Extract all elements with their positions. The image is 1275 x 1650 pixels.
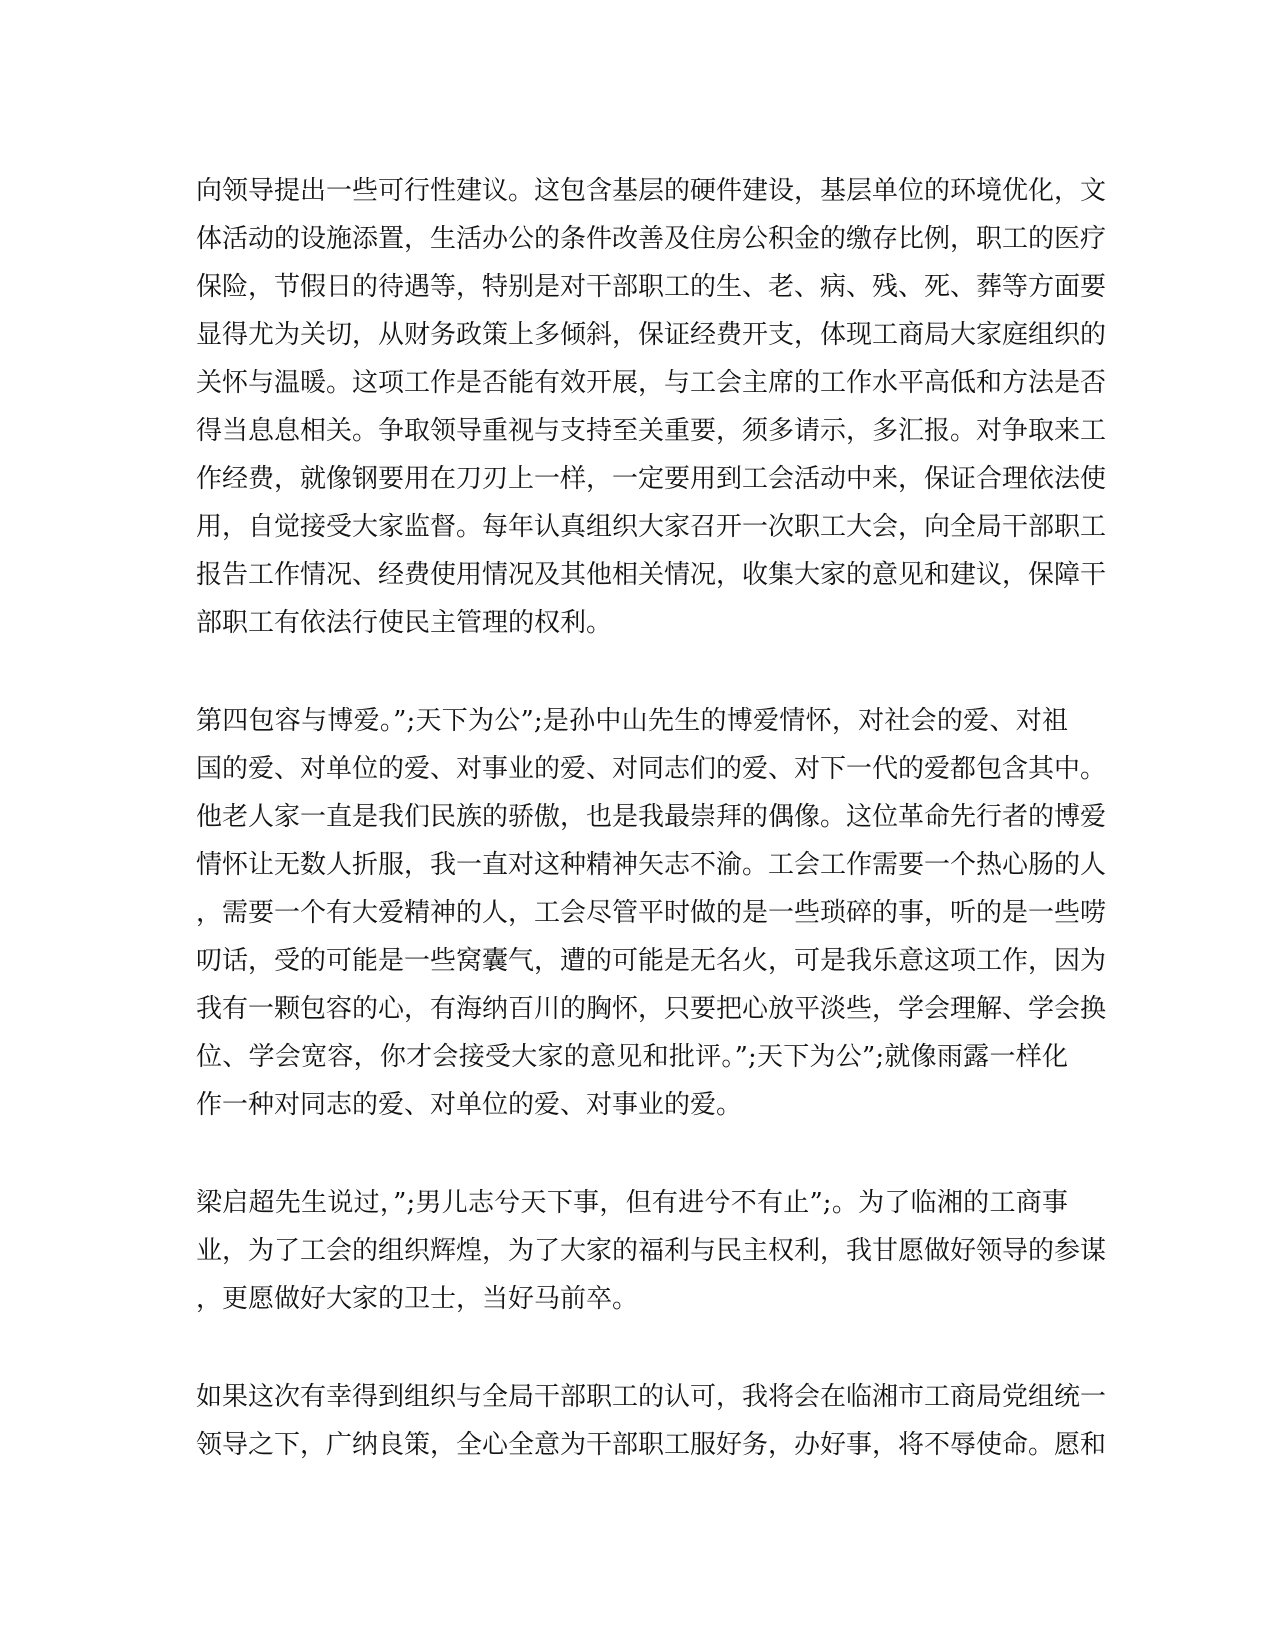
text-line: 报告工作情况、经费使用情况及其他相关情况，收集大家的意见和建议，保障干 [196, 560, 1107, 590]
text-line: 作一种对同志的爱、对单位的爱、对事业的爱。 [196, 1090, 743, 1120]
text-line: 他老人家一直是我们民族的骄傲，也是我最崇拜的偶像。这位革命先行者的博爱 [196, 802, 1107, 832]
text-line: ，需要一个有大爱精神的人，工会尽管平时做的是一些琐碎的事，听的是一些唠 [196, 898, 1107, 928]
text-line: 梁启超先生说过，”;男儿志兮天下事，但有进兮不有止”;。为了临湘的工商事 [196, 1188, 1068, 1218]
text-line: 如果这次有幸得到组织与全局干部职工的认可，我将会在临湘市工商局党组统一 [196, 1382, 1107, 1412]
text-line: 部职工有依法行使民主管理的权利。 [196, 608, 613, 638]
text-line: 显得尤为关切，从财务政策上多倾斜，保证经费开支，体现工商局大家庭组织的 [196, 320, 1107, 350]
text-line: 第四包容与博爱。”;天下为公”;是孙中山先生的博爱情怀，对社会的爱、对祖 [196, 706, 1068, 736]
text-line: 保险，节假日的待遇等，特别是对干部职工的生、老、病、残、死、葬等方面要 [196, 272, 1107, 302]
text-line: ，更愿做好大家的卫士，当好马前卒。 [196, 1284, 639, 1314]
text-line: 作经费，就像钢要用在刀刃上一样，一定要用到工会活动中来，保证合理依法使 [196, 464, 1107, 494]
text-line: 向领导提出一些可行性建议。这包含基层的硬件建设，基层单位的环境优化，文 [196, 176, 1107, 206]
text-line: 体活动的设施添置，生活办公的条件改善及住房公积金的缴存比例，职工的医疗 [196, 224, 1107, 254]
paragraph-2 [196, 697, 1107, 1129]
text-line: 得当息息相关。争取领导重视与支持至关重要，须多请示，多汇报。对争取来工 [196, 416, 1107, 446]
paragraph-spacer [196, 1323, 1068, 1373]
text-line: 业，为了工会的组织辉煌，为了大家的福利与民主权利，我甘愿做好领导的参谋 [196, 1236, 1107, 1266]
document-body [196, 167, 1107, 1469]
text-line: 我有一颗包容的心，有海纳百川的胸怀，只要把心放平淡些，学会理解、学会换 [196, 994, 1107, 1024]
paragraph-4 [196, 1373, 1107, 1469]
paragraph-1 [196, 167, 1107, 647]
text-line: 叨话，受的可能是一些窝囊气，遭的可能是无名火，可是我乐意这项工作，因为 [196, 946, 1107, 976]
text-line: 情怀让无数人折服，我一直对这种精神矢志不渝。工会工作需要一个热心肠的人 [196, 850, 1107, 880]
paragraph-3 [196, 1179, 1107, 1323]
text-line: 位、学会宽容，你才会接受大家的意见和批评。”;天下为公”;就像雨露一样化 [196, 1042, 1068, 1072]
paragraph-spacer [196, 1129, 1068, 1179]
text-line: 用，自觉接受大家监督。每年认真组织大家召开一次职工大会，向全局干部职工 [196, 512, 1107, 542]
text-line: 国的爱、对单位的爱、对事业的爱、对同志们的爱、对下一代的爱都包含其中。 [196, 754, 1107, 784]
text-line: 领导之下，广纳良策，全心全意为干部职工服好务，办好事，将不辱使命。愿和 [196, 1430, 1107, 1460]
paragraph-spacer [196, 647, 1068, 697]
text-line: 关怀与温暖。这项工作是否能有效开展，与工会主席的工作水平高低和方法是否 [196, 368, 1107, 398]
